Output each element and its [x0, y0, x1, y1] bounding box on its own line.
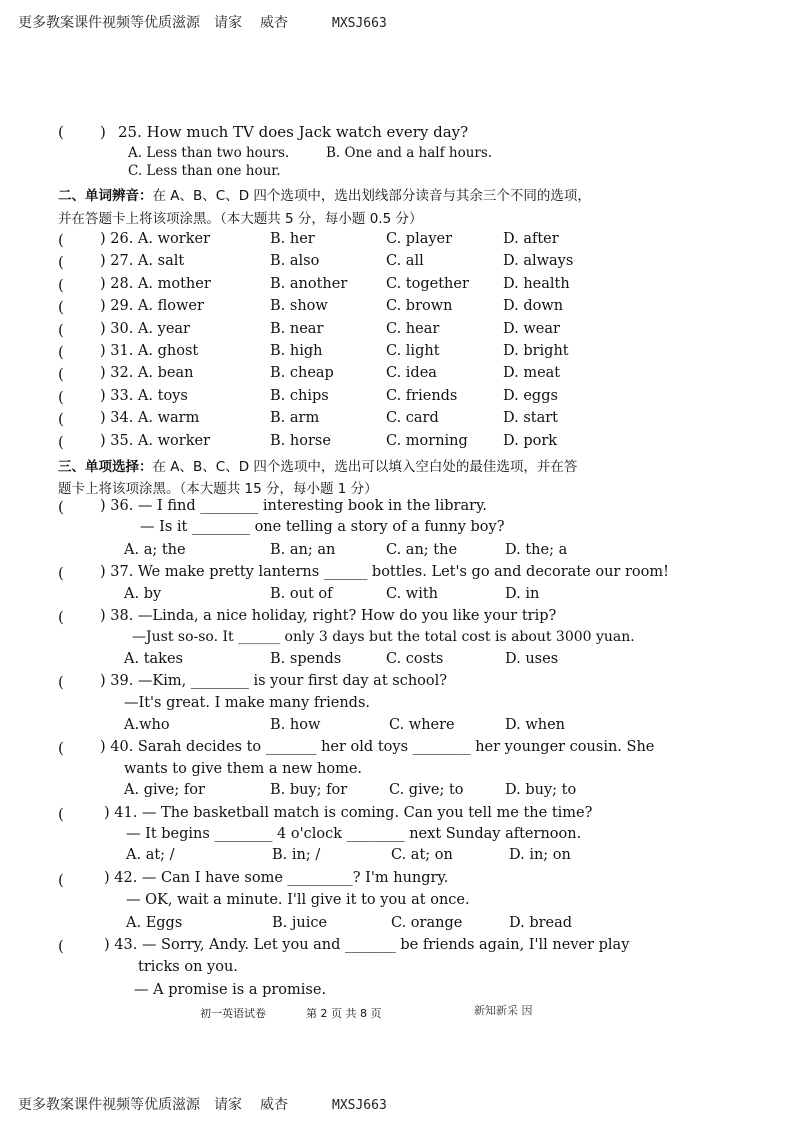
option-b: B. One and a half hours. [326, 145, 493, 161]
option-d: D. the; a [505, 542, 568, 558]
header-text-2: 请家 [214, 1097, 242, 1113]
question-number-option-a: ) 33. A. toys [100, 388, 188, 404]
bottom-watermark-header [18, 1094, 387, 1114]
question-number-option-a: ) 35. A. worker [100, 433, 210, 449]
header-text-3: 威杏 [260, 15, 288, 31]
option-d: D. down [503, 298, 564, 314]
answer-paren: ( [58, 253, 64, 271]
option-b: B. her [270, 231, 315, 247]
answer-paren: ( [58, 564, 64, 582]
answer-paren: ( [58, 739, 64, 757]
option-c: C. light [386, 343, 440, 359]
option-c: C. where [389, 717, 455, 733]
header-text-1: 更多教案课件视频等优质滋源 [18, 1097, 200, 1113]
question-line-2: —It's great. I make many friends. [124, 695, 371, 711]
question-line-2: —Just so-so. It ______ only 3 days but the total cost is about 3000 yuan. [132, 629, 635, 645]
section-2-line-2: 并在答题卡上将该项涂黑。（本大题共 5 分，每小题 0.5 分） [58, 211, 423, 227]
question-number-option-a: ) 27. A. salt [100, 253, 185, 269]
option-a: A.who [124, 717, 170, 733]
option-d: D. wear [503, 321, 560, 337]
option-c: C. brown [386, 298, 453, 314]
option-b: B. also [270, 253, 320, 269]
option-c: C. friends [386, 388, 458, 404]
option-b: B. how [270, 717, 321, 733]
section-3-line-2: 题卡上将该项涂黑。（本大题共 15 分，每小题 1 分） [58, 481, 378, 497]
option-d: D. health [503, 276, 570, 292]
section-3-line-1: 在 A、B、C、D 四个选项中，选出可以填入空白处的最佳选项，并在答 [152, 459, 578, 475]
answer-paren: ( [58, 805, 64, 823]
option-d: D. in [505, 586, 540, 602]
option-d: D. in; on [509, 847, 571, 863]
option-d: D. eggs [503, 388, 558, 404]
section-3-instructions-line-2 [58, 477, 378, 497]
option-c: C. morning [386, 433, 468, 449]
answer-paren: ( [58, 937, 64, 955]
answer-paren: ( [58, 343, 64, 361]
question-line-1: ) 40. Sarah decides to _______ her old toys ________ her younger cousin. She [100, 739, 655, 755]
question-line-1: ) 36. — I find ________ interesting book in the library. [100, 498, 487, 514]
section-2-line-1: 在 A、B、C、D 四个选项中，选出划线部分读音与其余三个不同的选项， [152, 188, 591, 204]
option-d: D. uses [505, 651, 559, 667]
option-c: C. idea [386, 365, 437, 381]
option-b: B. out of [270, 586, 333, 602]
question-number-option-a: ) 26. A. worker [100, 231, 210, 247]
option-b: B. spends [270, 651, 342, 667]
question-stem: 25. How much TV does Jack watch every day? [118, 123, 469, 141]
option-d: D. bread [509, 915, 573, 931]
answer-paren: ( [58, 433, 64, 451]
option-c: C. card [386, 410, 439, 426]
answer-paren: ( [58, 498, 64, 516]
option-d: D. buy; to [505, 782, 577, 798]
answer-paren: ( [58, 608, 64, 626]
section-2-title: 二、单词辨音： [58, 188, 153, 204]
answer-paren: ( [58, 321, 64, 339]
footer-exam-title: 初一英语试卷 [200, 1007, 266, 1020]
question-number-option-a: ) 29. A. flower [100, 298, 204, 314]
option-b: B. high [270, 343, 323, 359]
question-line-1: ) 38. —Linda, a nice holiday, right? How do you like your trip? [100, 608, 557, 624]
question-number-option-a: ) 34. A. warm [100, 410, 200, 426]
question-line-1: ) 42. — Can I have some _________? I'm hungry. [104, 870, 449, 886]
section-3-instructions-line-1 [58, 455, 577, 475]
section-2-instructions-line-2 [58, 207, 422, 227]
option-a: A. at; / [126, 847, 175, 863]
option-c: C. together [386, 276, 469, 292]
section-3-title: 三、单项选择： [58, 459, 153, 475]
option-d: D. always [503, 253, 574, 269]
option-c: C. give; to [389, 782, 464, 798]
option-c: C. an; the [386, 542, 458, 558]
option-d: D. pork [503, 433, 558, 449]
option-a: A. Eggs [126, 915, 183, 931]
answer-paren: ( [58, 871, 64, 889]
question-line-3: — A promise is a promise. [134, 982, 327, 998]
answer-paren: ( [58, 298, 64, 316]
answer-paren: ( [58, 231, 64, 249]
option-a: A. takes [124, 651, 183, 667]
option-b: B. near [270, 321, 324, 337]
option-c: C. at; on [391, 847, 453, 863]
option-b: B. an; an [270, 542, 336, 558]
question-line-1: ) 39. —Kim, ________ is your first day at school? [100, 673, 448, 689]
option-b: B. in; / [272, 847, 321, 863]
option-c: C. hear [386, 321, 440, 337]
question-line-2: — It begins ________ 4 o'clock ________ next Sunday afternoon. [126, 826, 582, 842]
option-a: A. a; the [124, 542, 186, 558]
question-line-2: tricks on you. [138, 959, 238, 975]
section-2-instructions-line-1 [58, 184, 591, 204]
option-d: D. when [505, 717, 565, 733]
option-c: C. costs [386, 651, 444, 667]
option-b: B. arm [270, 410, 320, 426]
footer-stamp-text: 新知新采 因 [474, 1004, 533, 1017]
header-code: MXSJ663 [332, 16, 387, 31]
question-number-option-a: ) 32. A. bean [100, 365, 194, 381]
question-line-1: ) 43. — Sorry, Andy. Let you and _______ be friends again, I'll never play [104, 937, 630, 953]
question-line-2: wants to give them a new home. [124, 761, 363, 777]
question-line-2: — Is it ________ one telling a story of a funny boy? [140, 519, 505, 535]
option-c: C. player [386, 231, 453, 247]
answer-paren: ( [58, 410, 64, 428]
question-number-option-a: ) 30. A. year [100, 321, 190, 337]
question-number-option-a: ) 28. A. mother [100, 276, 211, 292]
answer-paren-open: ( [58, 123, 64, 141]
option-a: A. by [124, 586, 162, 602]
option-a: A. Less than two hours. [128, 145, 290, 161]
option-d: D. start [503, 410, 558, 426]
answer-paren: ( [58, 276, 64, 294]
option-b: B. buy; for [270, 782, 348, 798]
option-b: B. horse [270, 433, 331, 449]
option-c: C. all [386, 253, 424, 269]
option-c: C. orange [391, 915, 463, 931]
question-number-option-a: ) 31. A. ghost [100, 343, 199, 359]
header-code: MXSJ663 [332, 1098, 387, 1113]
answer-paren: ( [58, 673, 64, 691]
footer-page-number: 第 2 页 共 8 页 [306, 1007, 382, 1020]
answer-paren-close: ) [100, 123, 106, 141]
option-b: B. chips [270, 388, 329, 404]
option-a: A. give; for [124, 782, 205, 798]
option-d: D. after [503, 231, 559, 247]
option-c: C. Less than one hour. [128, 163, 281, 179]
header-text-3: 威杏 [260, 1097, 288, 1113]
option-b: B. show [270, 298, 328, 314]
header-text-2: 请家 [214, 15, 242, 31]
question-line-2: — OK, wait a minute. I'll give it to you at once. [126, 892, 470, 908]
option-b: B. cheap [270, 365, 334, 381]
header-text-1: 更多教案课件视频等优质滋源 [18, 15, 200, 31]
option-d: D. bright [503, 343, 569, 359]
option-b: B. juice [272, 915, 328, 931]
question-line-1: ) 41. — The basketball match is coming. Can you tell me the time? [104, 805, 593, 821]
question-line-1: ) 37. We make pretty lanterns ______ bottles. Let's go and decorate our room! [100, 564, 669, 580]
option-d: D. meat [503, 365, 561, 381]
top-watermark-header [18, 12, 387, 32]
option-b: B. another [270, 276, 348, 292]
answer-paren: ( [58, 388, 64, 406]
answer-paren: ( [58, 365, 64, 383]
option-c: C. with [386, 586, 439, 602]
